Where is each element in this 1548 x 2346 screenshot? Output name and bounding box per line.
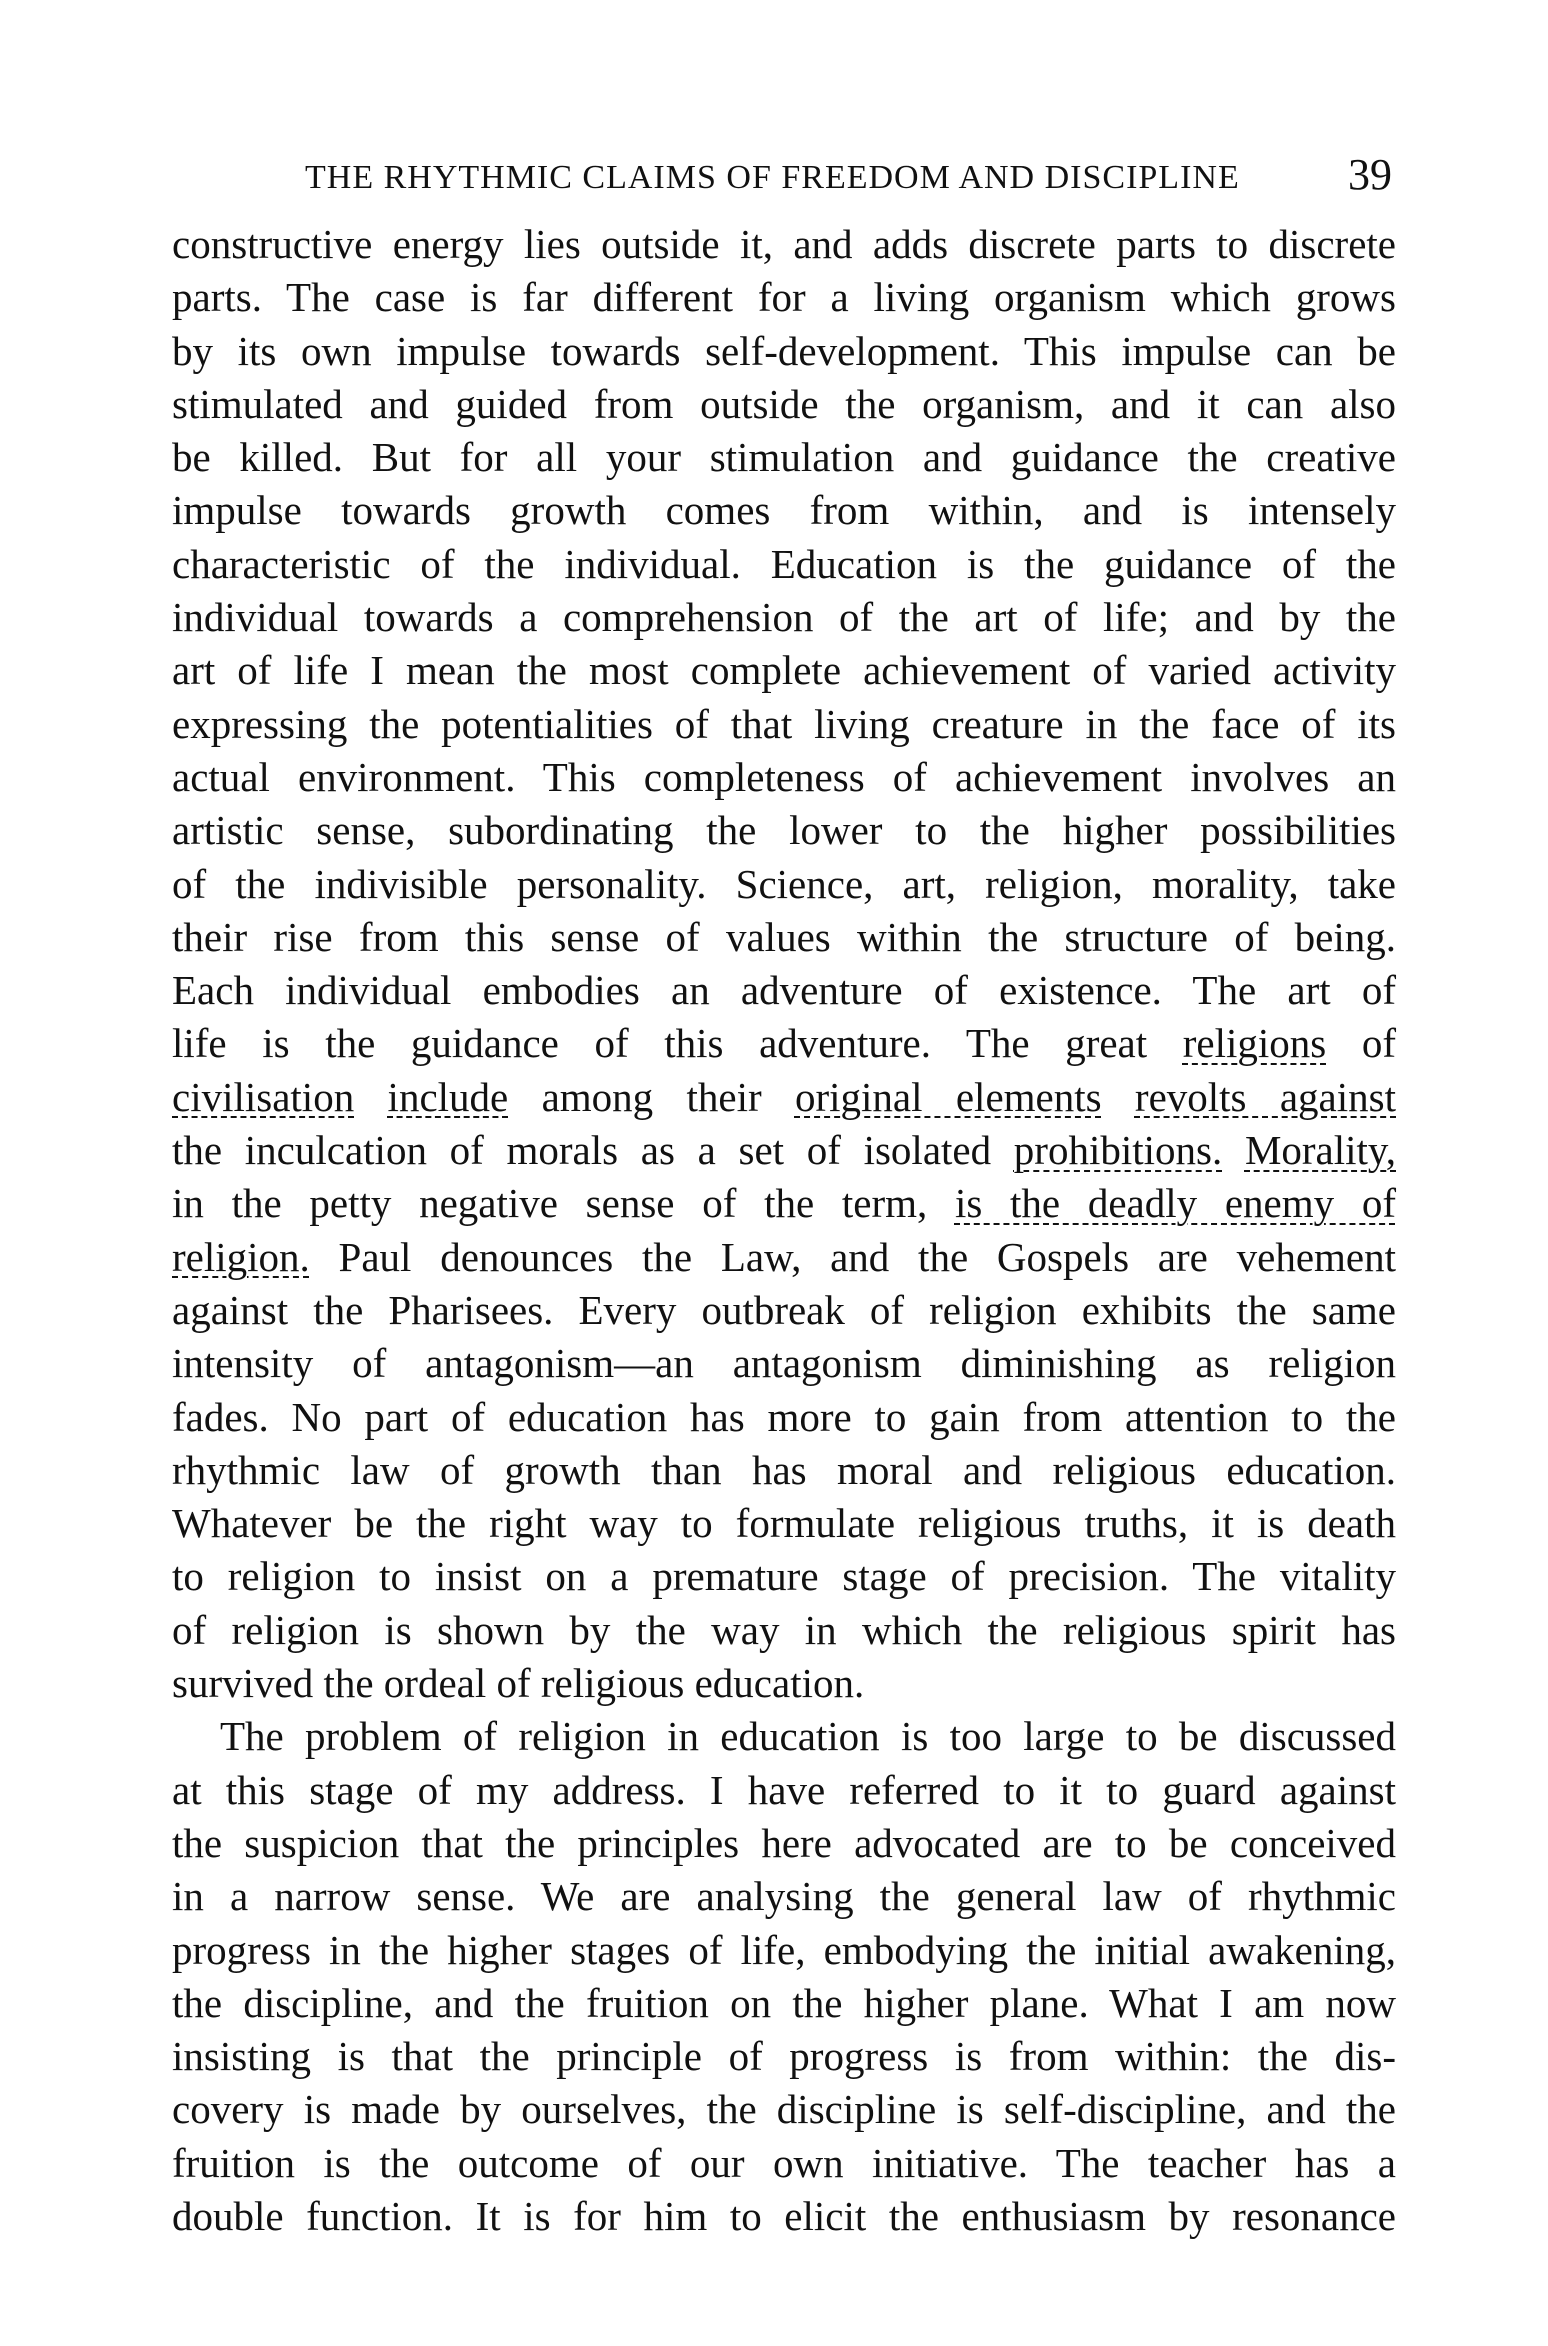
text-line: actual environment. This completeness of achievement involves an xyxy=(172,753,1396,800)
text-line: the discipline, and the fruition on the higher plane. What I am now xyxy=(172,1979,1396,2026)
underlined-text: revolts against xyxy=(1134,1073,1396,1120)
text-line: rhythmic law of growth than has moral and religious education. xyxy=(172,1446,1396,1493)
text-line: impulse towards growth comes from within, and is intensely xyxy=(172,487,1396,534)
text-line: stimulated and guided from outside the organism, and it can also xyxy=(172,380,1396,427)
text-line: intensity of antagonism—an antagonism diminishing as religion xyxy=(172,1340,1396,1387)
text-line: in the petty negative sense of the term, is the deadly enemy of xyxy=(172,1180,1396,1227)
text-line: artistic sense, subordinating the lower to the higher possibilities xyxy=(172,807,1396,854)
text-line: expressing the potentialities of that living creature in the face of its xyxy=(172,700,1396,747)
underlined-text: Morality, xyxy=(1244,1127,1397,1174)
underlined-text: civilisation xyxy=(172,1073,355,1120)
text-line: insisting is that the principle of progress is from within: the dis- xyxy=(172,2033,1396,2080)
text-line: religion. Paul denounces the Law, and the Gospels are vehement xyxy=(172,1233,1396,1280)
text-line: life is the guidance of this adventure. The great religions of xyxy=(172,1020,1396,1067)
underlined-text: prohibitions. xyxy=(1013,1127,1223,1174)
page-number: 39 xyxy=(1348,150,1392,199)
text-line: progress in the higher stages of life, embodying the initial awakening, xyxy=(172,1926,1396,1973)
text-line: in a narrow sense. We are analysing the general law of rhythmic xyxy=(172,1873,1396,1920)
text-line: parts. The case is far different for a living organism which grows xyxy=(172,274,1396,321)
text-line: be killed. But for all your stimulation and guidance the creative xyxy=(172,434,1396,481)
text-line: at this stage of my address. I have referred to it to guard against xyxy=(172,1766,1396,1813)
text-line: civilisation include among their original elements revolts against xyxy=(172,1073,1396,1120)
text-line: of religion is shown by the way in which the religious spirit has xyxy=(172,1606,1396,1653)
body-text xyxy=(172,218,1396,2243)
paragraph xyxy=(172,218,1396,1710)
text-line: fades. No part of education has more to gain from attention to the xyxy=(172,1393,1396,1440)
text-line: against the Pharisees. Every outbreak of religion exhibits the same xyxy=(172,1286,1396,1333)
text-line: Each individual embodies an adventure of existence. The art of xyxy=(172,967,1396,1014)
paragraph xyxy=(172,1710,1396,2243)
underlined-text: include xyxy=(387,1073,509,1120)
text-line: by its own impulse towards self-development. This impulse can be xyxy=(172,327,1396,374)
text-line: characteristic of the individual. Education is the guidance of the xyxy=(172,540,1396,587)
text-line: survived the ordeal of religious education. xyxy=(172,1660,865,1707)
underlined-text: religion. xyxy=(172,1233,310,1280)
text-line: constructive energy lies outside it, and adds discrete parts to discrete xyxy=(172,221,1396,267)
text-line: The problem of religion in education is too large to be discussed xyxy=(220,1713,1396,1760)
text-line: art of life I mean the most complete achievement of varied activity xyxy=(172,647,1396,694)
text-line: Whatever be the right way to formulate religious truths, it is death xyxy=(172,1500,1396,1547)
text-line: double function. It is for him to elicit the enthusiasm by resonance xyxy=(172,2192,1396,2239)
text-line: the suspicion that the principles here advocated are to be conceived xyxy=(172,1819,1396,1866)
text-line: their rise from this sense of values within the structure of being. xyxy=(172,913,1396,960)
text-line: individual towards a comprehension of the art of life; and by the xyxy=(172,594,1396,641)
underlined-text: original elements xyxy=(794,1073,1102,1120)
underlined-text: religions xyxy=(1182,1020,1327,1067)
running-title: THE RHYTHMIC CLAIMS OF FREEDOM AND DISCIPLINE xyxy=(305,159,1240,196)
text-line: fruition is the outcome of our own initiative. The teacher has a xyxy=(172,2139,1396,2186)
text-line: covery is made by ourselves, the discipline is self-discipline, and the xyxy=(172,2086,1396,2133)
text-line: of the indivisible personality. Science, art, religion, morality, take xyxy=(172,860,1396,907)
text-line: to religion to insist on a premature stage of precision. The vitality xyxy=(172,1553,1396,1600)
text-line: the inculcation of morals as a set of isolated prohibitions. Morality, xyxy=(172,1127,1397,1174)
underlined-text: is the deadly enemy of xyxy=(954,1180,1396,1227)
